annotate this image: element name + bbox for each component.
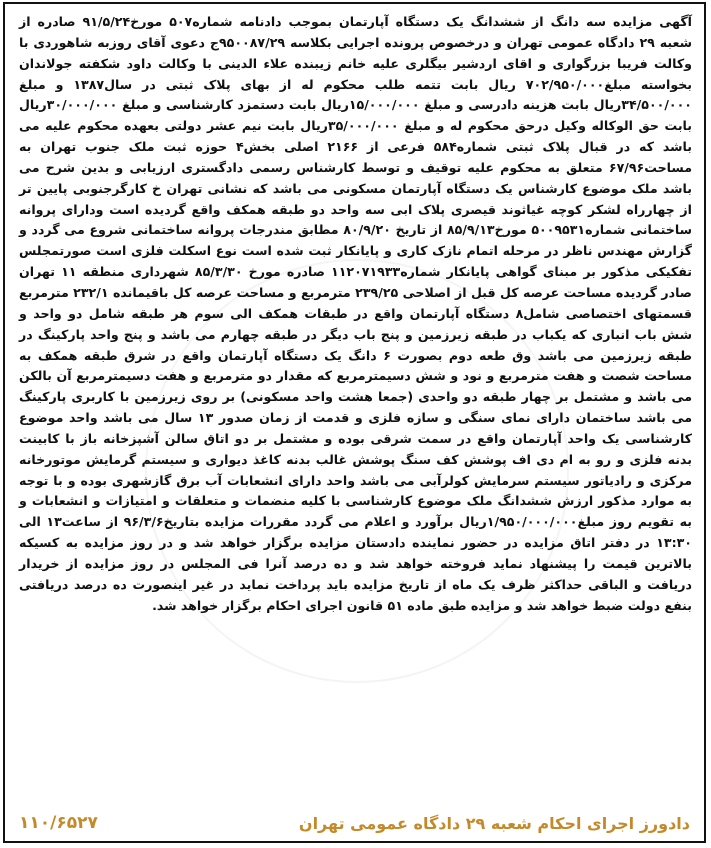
auction-notice (3, 2, 706, 843)
notice-body: آگهی مزایده سه دانگ از ششدانگ یک دستگاه آپارتمان بموجب دادنامه شماره۵۰۷ مورخ۹۱/۵/۲۴ صادره از شعبه ۲۹ دادگاه عمومی تهران و درخصوص پرونده اجرایی بکلاسه ۹۵۰۰۸۷/۲۹ج دعوی آقای روزبه شاهوردی با وکالت فریبا بزرگواری و اقای اردشیر بیگلری علیه خانم زیبنده علاء الدینی با وکالت داود شکفته جولاندان بخواسته مبلغ۷۰۲/۹۵۰/۰۰۰ ریال بابت تتمه طلب محکوم له از بهای پلاک ثبتی در سال۱۳۸۷ و مبلغ ۳۴/۵۰۰/۰۰۰ریال بابت هزینه دادرسی و مبلغ ۱۵/۰۰۰/۰۰۰ریال بابت دستمزد کارشناسی و مبلغ ۳۰/۰۰۰/۰۰۰ریال بابت حق الوکاله وکیل درحق محکوم له و مبلغ ۳۵/۰۰۰/۰۰۰ریال بابت نیم عشر دولتی بعهده محکوم علیه می باشد که در قبال پلاک ثبتی شماره۵۸۴ فرعی از ۲۱۶۶ اصلی بخش۴ حوزه ثبت ملک جنوب تهران به مساحت۶۷/۹۶ متعلق به محکوم علیه توقیف و توسط کارشناس رسمی دادگستری ارزیابی و بدین شرح می باشد ملک موضوع کارشناس یک دستگاه آپارتمان مسکونی می باشد که نشانی تهران خ کارگرجنوبی پایین تر از چهارراه لشکر کوچه غیاثوند قیصری پلاک ابی سه واحد دو طبقه همکف واقع گردیده است ودارای پروانه ساختمانی شماره۵۰۰۹۵۳۱ مورخ۸۵/۹/۱۳ از تاریخ ۸۰/۹/۲۰ مطابق مندرجات پروانه ساختمانی شروع می گردد و گزارش مهندس ناظر در مرحله اتمام نازک کاری و پایانکار ثبت شده است نوع اسکلت فلزی است صورتمجلس تفکیکی مذکور بر مبنای گواهی پایانکار شماره۱۱۲۰۷۱۹۳۳ صادره مورخ ۸۵/۳/۳۰ شهرداری منطقه ۱۱ تهران صادر گردیده مساحت عرصه کل قبل از اصلاحی ۲۳۹/۲۵ مترمربع و مساحت عرصه کل باقیمانده ۲۳۲/۱ مترمربع قسمتهای اختصاصی شامل۸ دستگاه آپارتمان واقع در طبقات همکف الی سوم هر طبقه شامل دو واحد و شش باب انباری که یکباب در طبقه زیرزمین و پنج باب دیگر در طبقه چهارم می باشد و پنج واحد پارکینگ در طبقه زیرزمین می باشد وق طعه دوم بصورت ۶ دانگ یک دستگاه آپارتمان واقع در شرق طبقه همکف به مساحت شصت و هفت مترمربع و نود و شش دسیمترمربع که مقدار دو مترمربع و هفت دسیمترمربع آن بالکن می باشد و مشتمل بر چهار طبقه دو واحدی (جمعا هشت واحد مسکونی) بر روی زیرزمین با کاربری پارکینگ می باشد ساختمان دارای نمای سنگی و سازه فلزی و قدمت از زمان صدور ۱۳ سال می باشد واحد موضوع کارشناسی یک واحد آپارتمان واقع در سمت شرقی بوده و مشتمل بر دو اتاق سالن آشپزخانه باز با کابینت بدنه فلزی و رو به ام دی اف پوشش کف سنگ پوشش غالب بدنه کاغذ دیواری و سیستم گرمایش موتورخانه مرکزی و رادیاتور سیستم سرمایش کولرآبی می باشد واحد دارای انشعابات آب برق گازشهری بوده و با توجه به موارد مذکور ارزش ششدانگ ملک موضوع کارشناسی با کلیه منضمات و متعلقات و امتیازات و انشعابات و به تقویم روز مبلغ۱/۹۵۰/۰۰۰/۰۰۰ریال برآورد و اعلام می گردد مقررات مزایده بتاریخ۹۶/۳/۶ از ساعت۱۳ الی ۱۳:۳۰ در دفتر اتاق مزایده در حضور نماینده دادستان مزایده برگزار خواهد شد و در روز مزایده به کسیکه بالاترین قیمت را پیشنهاد نماید فروخته خواهد شد و ده درصد آنرا فی المجلس در روز مزایده از خریدار دریافت و الباقی حداکثر ظرف یک ماه از تاریخ مزایده باید پرداخت نماید در غیر اینصورت ده درصد دریافتی بنفع دولت ضبط خواهد شد و مزایده طبق ماده ۵۱ قانون اجرای احکام برگزار خواهد شد. (19, 14, 693, 613)
notice-footer (19, 811, 690, 835)
issuer-signature: دادورز اجرای احکام شعبه ۲۹ دادگاه عمومی تهران (298, 813, 690, 833)
notice-code: ۱۱۰/۶۵۲۷ (19, 813, 98, 833)
